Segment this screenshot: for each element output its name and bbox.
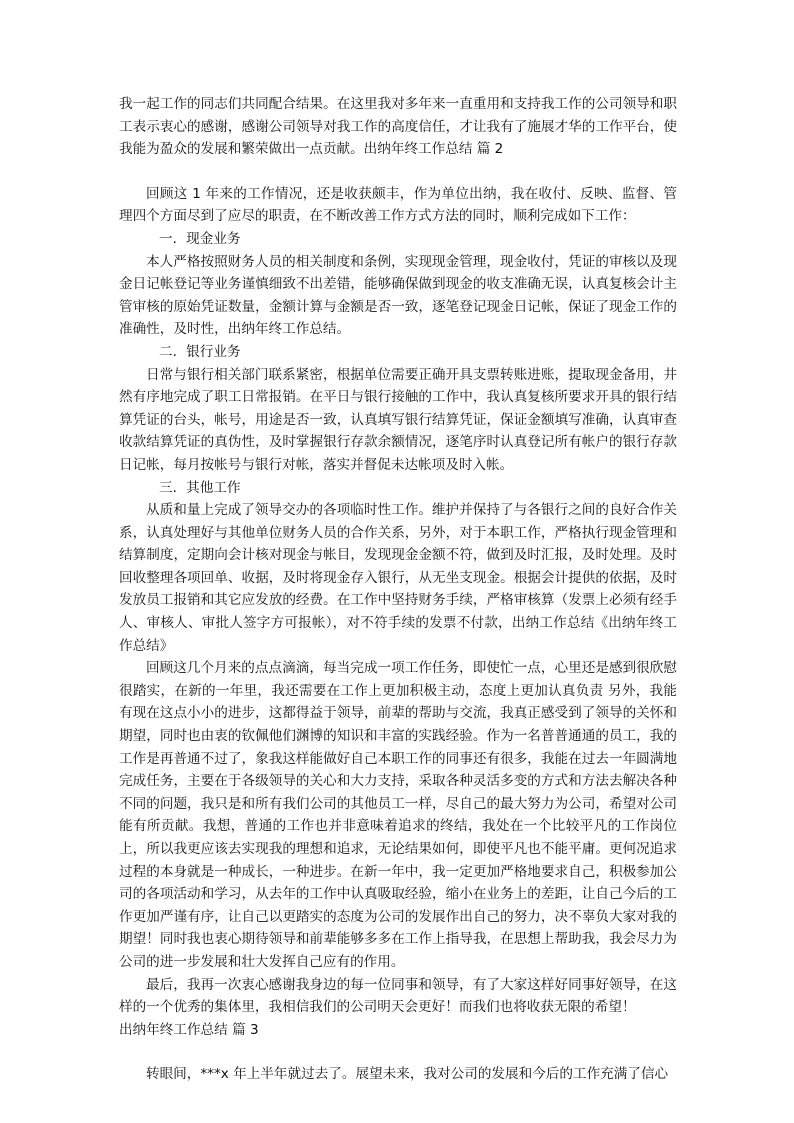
section-heading-other: 三．其他工作 <box>159 479 241 496</box>
section-body-bank: 日常与银行相关部门联系紧密，根据单位需要正确开具支票转账进账，提取现金备用，井然有序地完成了职工日常报销。在平日与银行接触的工作中，我认真复核所要求开具的银行结算凭证的台头，帐号，用途是否一致，认真填写银行结算凭证，保证金额填写准确，认真审查收款结算凭证的真伪性，及时掌握银行存款余额情况，逐笔序时认真登记所有帐户的银行存款日记帐，每月按帐号与银行对帐，落实并督促未达帐项及时入帐。 <box>119 366 677 473</box>
closing-paragraph: 最后，我再一次衷心感谢我身边的每一位同事和领导，有了大家这样好同事好领导，在这样的一个优秀的集体里，我相信我们的公司明天会更好！而我们也将收获无限的希望！ <box>119 976 677 1016</box>
section-body-other: 从质和量上完成了领导交办的各项临时性工作。维护并保持了与各银行之间的良好合作关系，认真处理好与其他单位财务人员的合作关系，另外，对于本职工作，严格执行现金管理和结算制度，定期向会计核对现金与帐目，发现现金金额不符，做到及时汇报，及时处理。及时回收整理各项回单、收据，及时将现金存入银行，从无坐支现金。根据会计提供的依据，及时发放员工报销和其它应发放的经费。在工作中坚持财务手续，严格审核算（发票上必须有经手人、审核人、审批人签字方可报帐），对不符手续的发票不付款，出纳工作总结《出纳年终工作总结》 <box>119 502 677 654</box>
section-body-cash: 本人严格按照财务人员的相关制度和条例，实现现金管理，现金收付，凭证的审核以及现金日记帐登记等业务谨慎细致不出差错，能够确保做到现金的收支准确无误，认真复核会计主管审核的原始凭证数量，金额计算与金额是否一致，逐笔登记现金日记帐，保证了现金工作的准确性，及时性，出纳年终工作总结。 <box>119 253 677 338</box>
intro-paragraph: 回顾这 1 年来的工作情况，还是收获颇丰，作为单位出纳，我在收付、反映、监督、管理四个方面尽到了应尽的职责，在不断改善工作方式方法的同时，顺利完成如下工作： <box>119 185 677 225</box>
paragraph-gap <box>119 1041 677 1063</box>
article-label: 出纳年终工作总结 篇 3 <box>119 1021 259 1038</box>
article3-first-line: 转眼间，***x 年上半年就过去了。展望未来，我对公司的发展和今后的工作充满了信心 <box>146 1066 669 1083</box>
paragraph-gap <box>119 161 677 183</box>
section-heading-cash: 一．现金业务 <box>159 230 241 247</box>
review-paragraph: 回顾这几个月来的点点滴滴，每当完成一项工作任务，即使忙一点，心里还是感到很欣慰很踏实，在新的一年里，我还需要在工作上更加积极主动，态度上更加认真负责 另外，我能有现在这点小小的进步，这都得益于领导，前辈的帮助与交流，我真正感受到了领导的关怀和期望，同时也由衷的钦佩他们渊博的知识和丰富的实践经验。作为一名普普通通的员工，我的工作是再普通不过了，象我这样能做好自己本职工作的同事还有很多，我能在过去一年圆满地完成任务，主要在于各级领导的关心和大力支持，采取各种灵活多变的方式和方法去解决各种不同的问题，我只是和所有我们公司的其他员工一样，尽自己的最大努力为公司，希望对公司能有所贡献。我想，普通的工作也并非意味着追求的终结，我处在一个比较平凡的工作岗位上，所以我更应该去实现我的理想和追求，无论结果如何，即使平凡也不能平庸。更何况追求过程的本身就是一种成长，一种进步。在新一年中，我一定更加严格地要求自己，积极参加公司的各项活动和学习，从去年的工作中认真吸取经验，缩小在业务上的差距，让自己今后的工作更加严谨有序，让自己以更踏实的态度为公司的发展作出自己的努力，决不辜负大家对我的期望！同时我也衷心期待领导和前辈能够多多在工作上指导我，在思想上帮助我，我会尽力为公司的进一步发展和壮大发挥自己应有的作用。 <box>119 660 677 970</box>
section-heading-bank: 二．银行业务 <box>159 343 241 360</box>
document-page <box>119 93 677 1086</box>
opening-paragraph: 我一起工作的同志们共同配合结果。在这里我对多年来一直重用和支持我工作的公司领导和职工表示衷心的感谢，感谢公司领导对我工作的高度信任，才让我有了施展才华的工作平台，使我能为盈众的发展和繁荣做出一点贡献。出纳年终工作总结 篇 2 <box>119 96 677 158</box>
